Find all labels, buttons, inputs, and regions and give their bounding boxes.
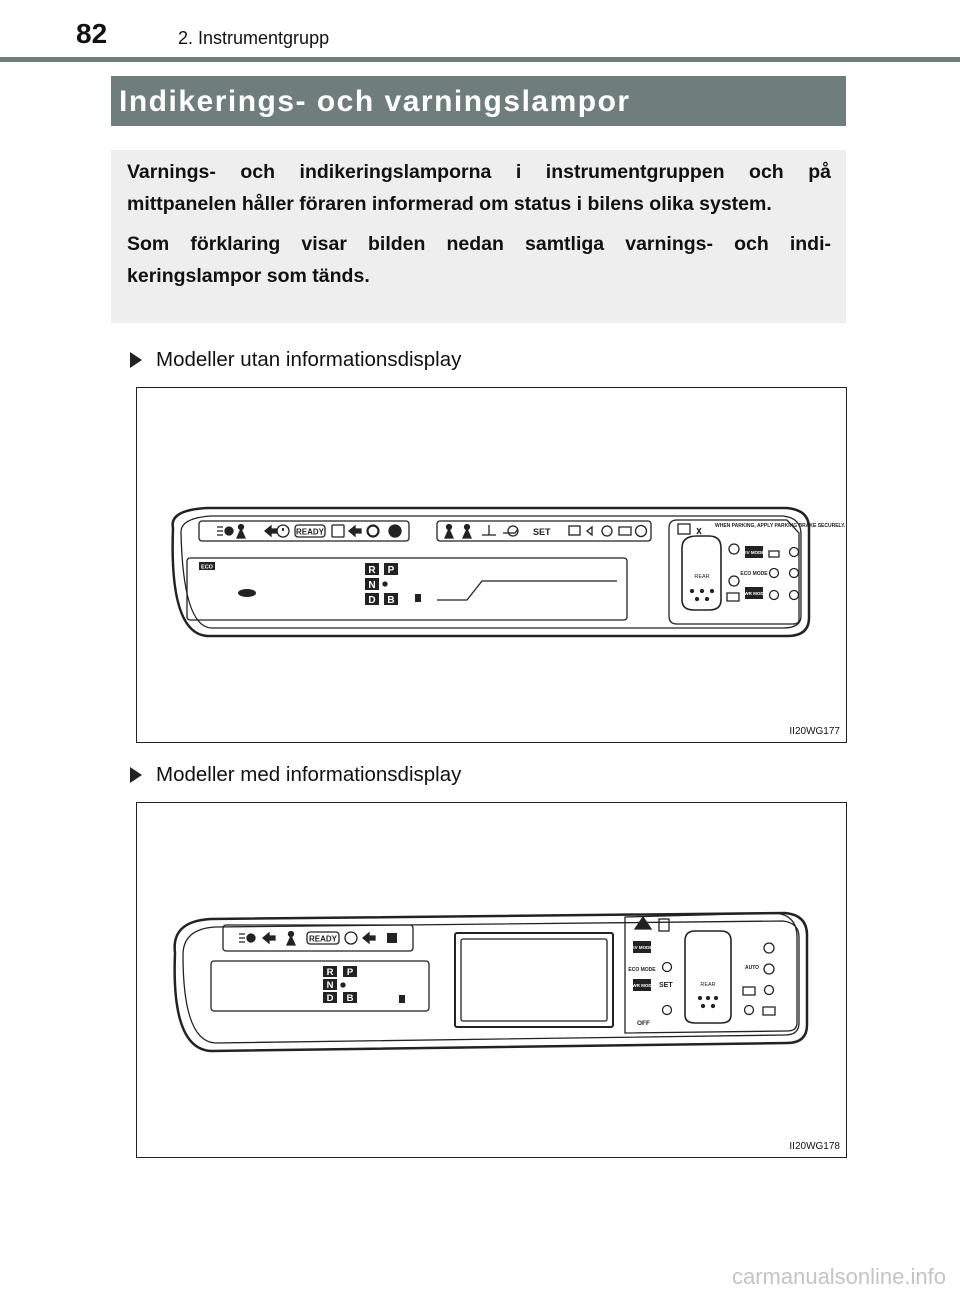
eco-indicator: ECO — [201, 564, 213, 571]
ready-indicator: READY — [295, 527, 325, 537]
chapter-title: 2. Instrumentgrupp — [178, 28, 330, 48]
intro-paragraph-2: Som förklaring visar bilden nedan samtliga varnings- och indi-keringslampor som tänds. — [127, 233, 831, 287]
figure-2-id: II20WG178 — [789, 1141, 840, 1152]
rear-label-2: REAR — [700, 982, 716, 988]
gear-indicator-2 — [323, 966, 357, 1004]
ready-indicator-2: READY — [308, 934, 338, 944]
warning-icon-row-3 — [239, 932, 295, 946]
gear-n-label-2: N — [326, 980, 334, 991]
figure-1-caption-text: Modeller utan informationsdisplay — [156, 348, 462, 371]
gear-b-label: B — [387, 595, 395, 606]
intro-paragraph-1: Varnings- och indikeringslamporna i instrumentgruppen och på mittpanelen håller föraren informerad om status i bilens olika system. — [127, 161, 831, 215]
figure-2-caption — [130, 763, 461, 787]
ev-mode-indicator: EV MODE — [743, 550, 765, 555]
section-banner — [111, 76, 846, 126]
gear-r-label: R — [368, 565, 376, 576]
section-title: Indikerings- och varningslampor — [119, 85, 631, 118]
gear-indicator-1 — [365, 563, 398, 606]
off-indicator: OFF — [637, 1020, 650, 1027]
pwr-mode-indicator-2: PWR MODE — [629, 983, 655, 988]
figure-1-id: II20WG177 — [789, 726, 840, 737]
gear-d-label-2: D — [326, 993, 334, 1004]
intro-box — [111, 150, 846, 323]
figure-1-caption — [130, 348, 461, 372]
set-indicator-2: SET — [659, 982, 673, 989]
gear-p-label: P — [387, 565, 395, 576]
cluster-diagram-1 — [137, 388, 846, 742]
bullet-arrow-icon — [130, 352, 142, 368]
gear-r-label-2: R — [326, 967, 334, 978]
warning-icon-row-2 — [445, 525, 518, 539]
bullet-arrow-icon — [130, 767, 142, 783]
gear-n-label: N — [368, 580, 376, 591]
watermark: carmanualsonline.info — [731, 1264, 946, 1289]
cluster-diagram-2 — [137, 803, 846, 1157]
gear-b-label-2: B — [346, 993, 354, 1004]
figure-2-caption-text: Modeller med informationsdisplay — [156, 763, 462, 786]
set-indicator: SET — [533, 527, 551, 537]
figure-1 — [136, 387, 847, 743]
rear-label: REAR — [694, 574, 710, 580]
figure-2 — [136, 802, 847, 1158]
parking-notice-text: WHEN PARKING, APPLY PARKING BRAKE SECURELY. — [715, 523, 846, 529]
page-number: 82 — [76, 18, 108, 49]
eco-mode-indicator-2: ECO MODE — [628, 967, 656, 973]
ev-mode-indicator-2: EV MODE — [631, 945, 653, 950]
gear-p-label-2: P — [346, 967, 354, 978]
parking-notice — [715, 523, 846, 529]
auto-indicator: AUTO — [745, 965, 760, 971]
gear-d-label: D — [368, 595, 376, 606]
header-rule — [0, 57, 960, 62]
pwr-mode-indicator: PWR MODE — [741, 591, 767, 596]
warning-icon-row-1 — [217, 525, 289, 539]
eco-mode-indicator: ECO MODE — [740, 571, 768, 577]
